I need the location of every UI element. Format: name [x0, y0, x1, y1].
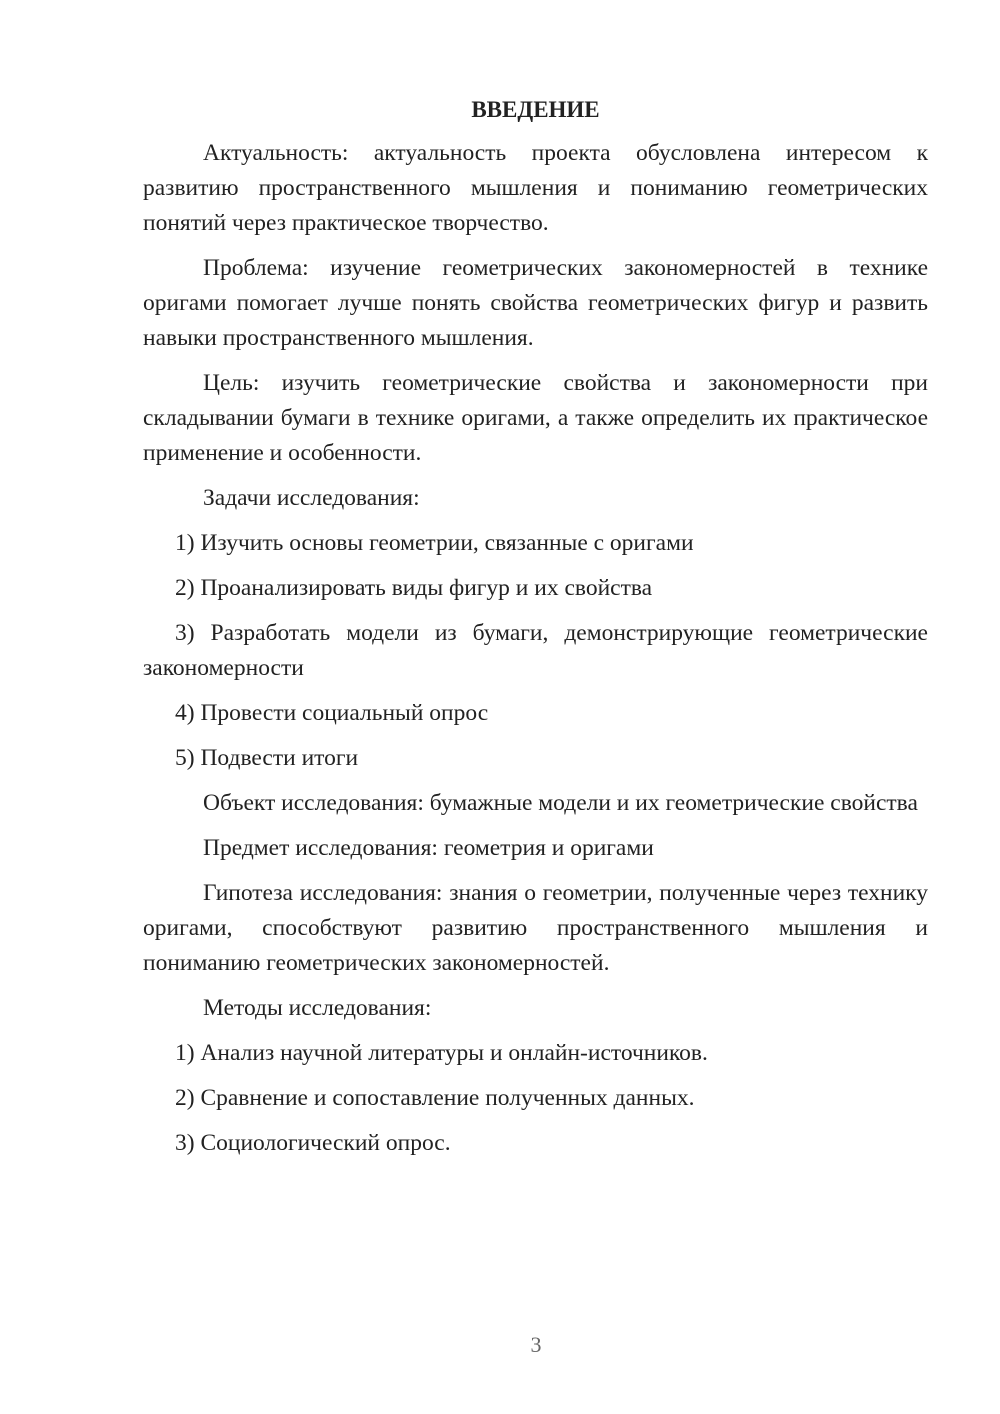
goal-paragraph: Цель: изучить геометрические свойства и закономерности при складывании бумаги в технике оригами, а также определить их практическое применение и особенности.: [143, 370, 928, 466]
task-item: 3) Разработать модели из бумаги, демонстрирующие геометрические закономерности: [143, 620, 928, 681]
problem-paragraph: Проблема: изучение геометрических закономерностей в технике оригами помогает лучше понять свойства геометрических фигур и развить навыки пространственного мышления.: [143, 255, 928, 351]
method-item: 1) Анализ научной литературы и онлайн-источников.: [175, 1040, 708, 1066]
task-item: 5) Подвести итоги: [175, 745, 359, 771]
subject-paragraph: Предмет исследования: геометрия и оригами: [203, 835, 654, 861]
relevance-paragraph: Актуальность: актуальность проекта обусловлена интересом к развитию пространственного мышления и пониманию геометрических понятий через практическое творчество.: [143, 140, 928, 236]
tasks-label: Задачи исследования:: [203, 485, 420, 511]
object-paragraph: Объект исследования: бумажные модели и их геометрические свойства: [203, 790, 918, 816]
task-item: 2) Проанализировать виды фигур и их свойства: [175, 575, 653, 601]
section-heading: ВВЕДЕНИЕ: [471, 97, 600, 122]
page-content: [143, 92, 928, 1171]
hypothesis-paragraph: Гипотеза исследования: знания о геометрии, полученные через технику оригами, способствуют развитию пространственного мышления и пониманию геометрических закономерностей.: [143, 880, 928, 976]
page-number: 3: [530, 1332, 542, 1357]
methods-label: Методы исследования:: [203, 995, 432, 1021]
method-item: 2) Сравнение и сопоставление полученных данных.: [175, 1085, 695, 1111]
task-item: 4) Провести социальный опрос: [175, 700, 489, 726]
method-item: 3) Социологический опрос.: [175, 1130, 451, 1156]
task-item: 1) Изучить основы геометрии, связанные с оригами: [175, 530, 694, 556]
